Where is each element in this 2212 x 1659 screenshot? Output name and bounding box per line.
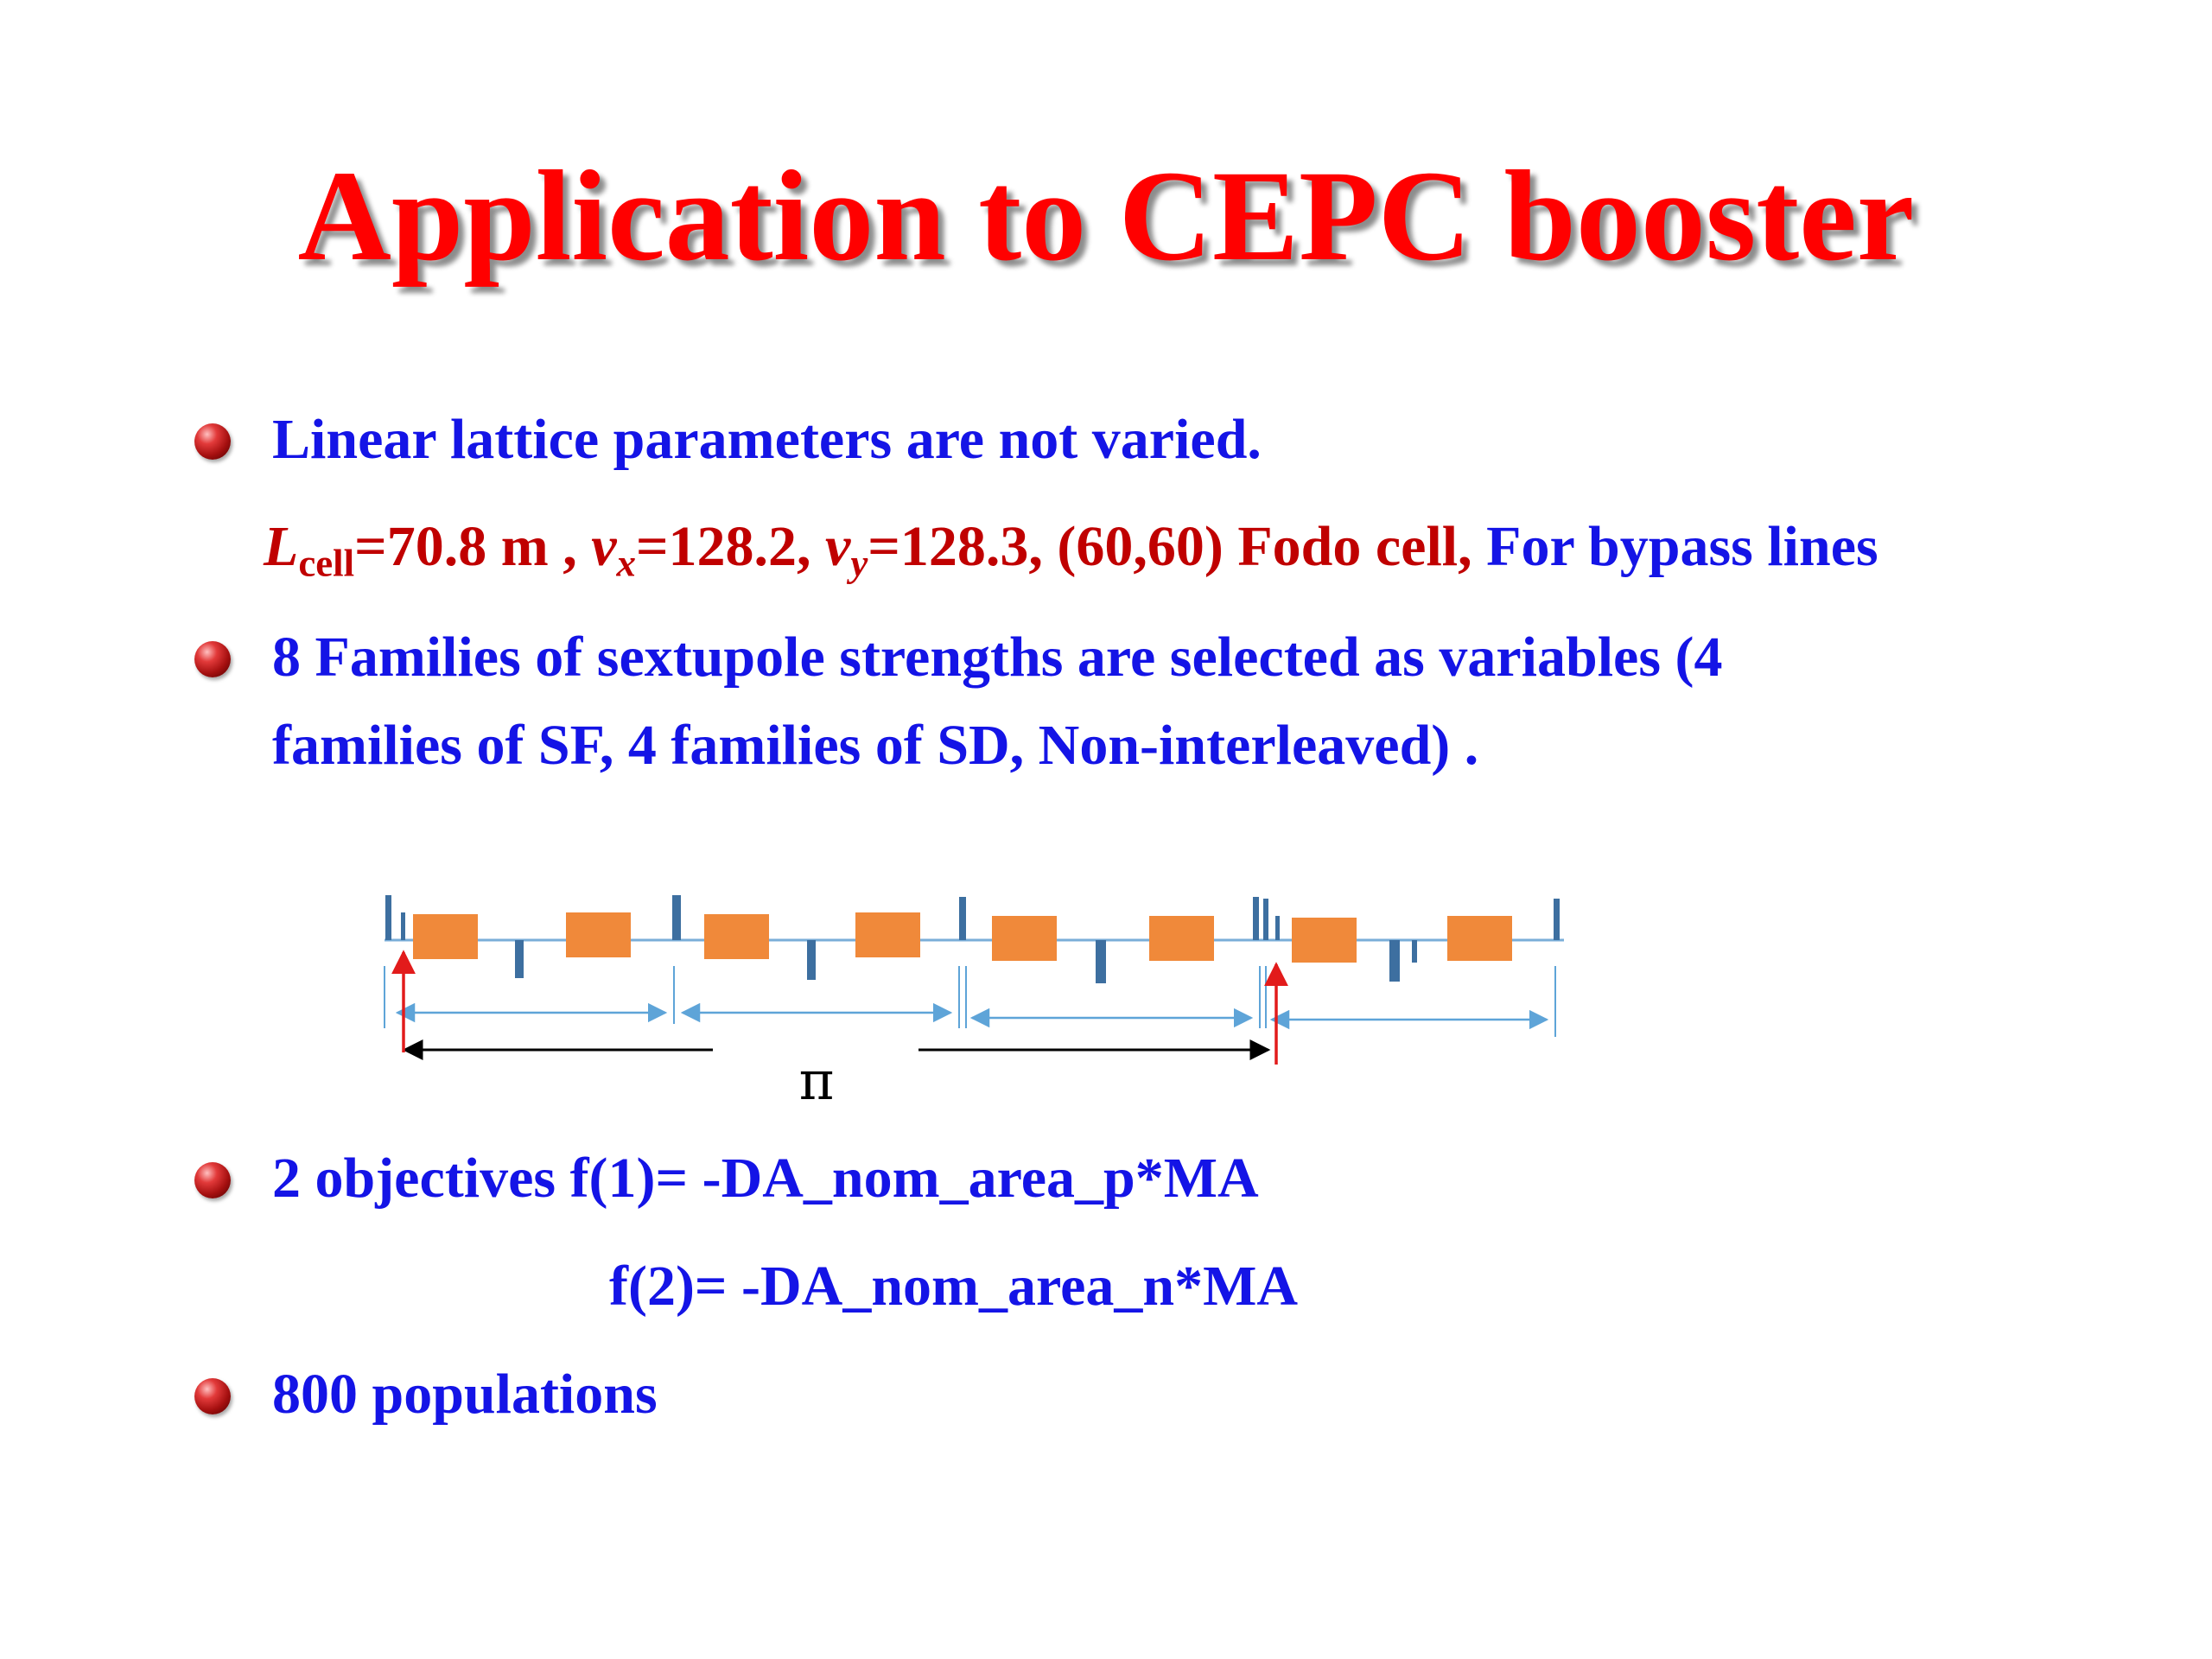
- lcell-value: =70.8 m ,: [354, 515, 577, 578]
- bullet-sextupole-line2: families of SF, 4 families of SD, Non-interleaved) .: [272, 714, 1479, 777]
- objective-2: f(2)= -DA_nom_area_n*MA: [609, 1255, 1299, 1318]
- quadrupole-magnet: [807, 940, 816, 980]
- slide-title: Application to CEPC booster: [297, 144, 1915, 288]
- fodo-cell-text: (60,60) Fodo cell,: [1057, 515, 1472, 578]
- lcell-label: $L_{cell}$: [264, 515, 355, 585]
- dipole-magnet: [1149, 916, 1214, 961]
- bullet-objective-1: 2 objectives f(1)= -DA_nom_area_p*MA: [272, 1147, 1259, 1210]
- quadrupole-magnet: [1275, 916, 1280, 940]
- quadrupole-magnet: [1389, 940, 1400, 982]
- quadrupole-magnet: [1412, 940, 1417, 963]
- dipole-magnet: [566, 912, 631, 957]
- quadrupole-magnet: [401, 912, 405, 940]
- quadrupole-magnet: [959, 897, 966, 940]
- dipole-magnet: [413, 914, 478, 959]
- quadrupole-magnet: [1253, 897, 1259, 940]
- quadrupole-magnet: [1554, 899, 1560, 940]
- nuy-label: $\nu_y$: [825, 515, 868, 585]
- quadrupole-magnet: [1263, 899, 1268, 940]
- quadrupole-magnet: [385, 895, 391, 940]
- bullet-lattice-params: Linear lattice parameters are not varied.: [272, 408, 1262, 471]
- quadrupole-magnet: [672, 895, 681, 940]
- bullet-populations: 800 populations: [272, 1363, 658, 1426]
- dipole-magnet: [855, 912, 920, 957]
- dipole-magnet: [1447, 916, 1512, 961]
- dipole-magnet: [704, 914, 769, 959]
- quadrupole-magnet: [1096, 940, 1106, 983]
- nuy-value: =128.3,: [868, 515, 1043, 578]
- bullet-icon: [194, 1162, 231, 1198]
- quadrupole-magnet: [515, 940, 524, 978]
- pi-label: π: [798, 1049, 835, 1112]
- bullet-sextupole-line1: 8 Families of sextupole strengths are selected as variables (4: [272, 626, 1723, 689]
- dipole-magnet: [1292, 918, 1357, 963]
- bullet-icon: [194, 1378, 231, 1414]
- dipole-magnet: [992, 916, 1057, 961]
- nux-label: $\nu_x$: [591, 515, 636, 585]
- nux-value: =128.2,: [635, 515, 811, 578]
- bypass-text: For bypass lines: [1486, 515, 1878, 578]
